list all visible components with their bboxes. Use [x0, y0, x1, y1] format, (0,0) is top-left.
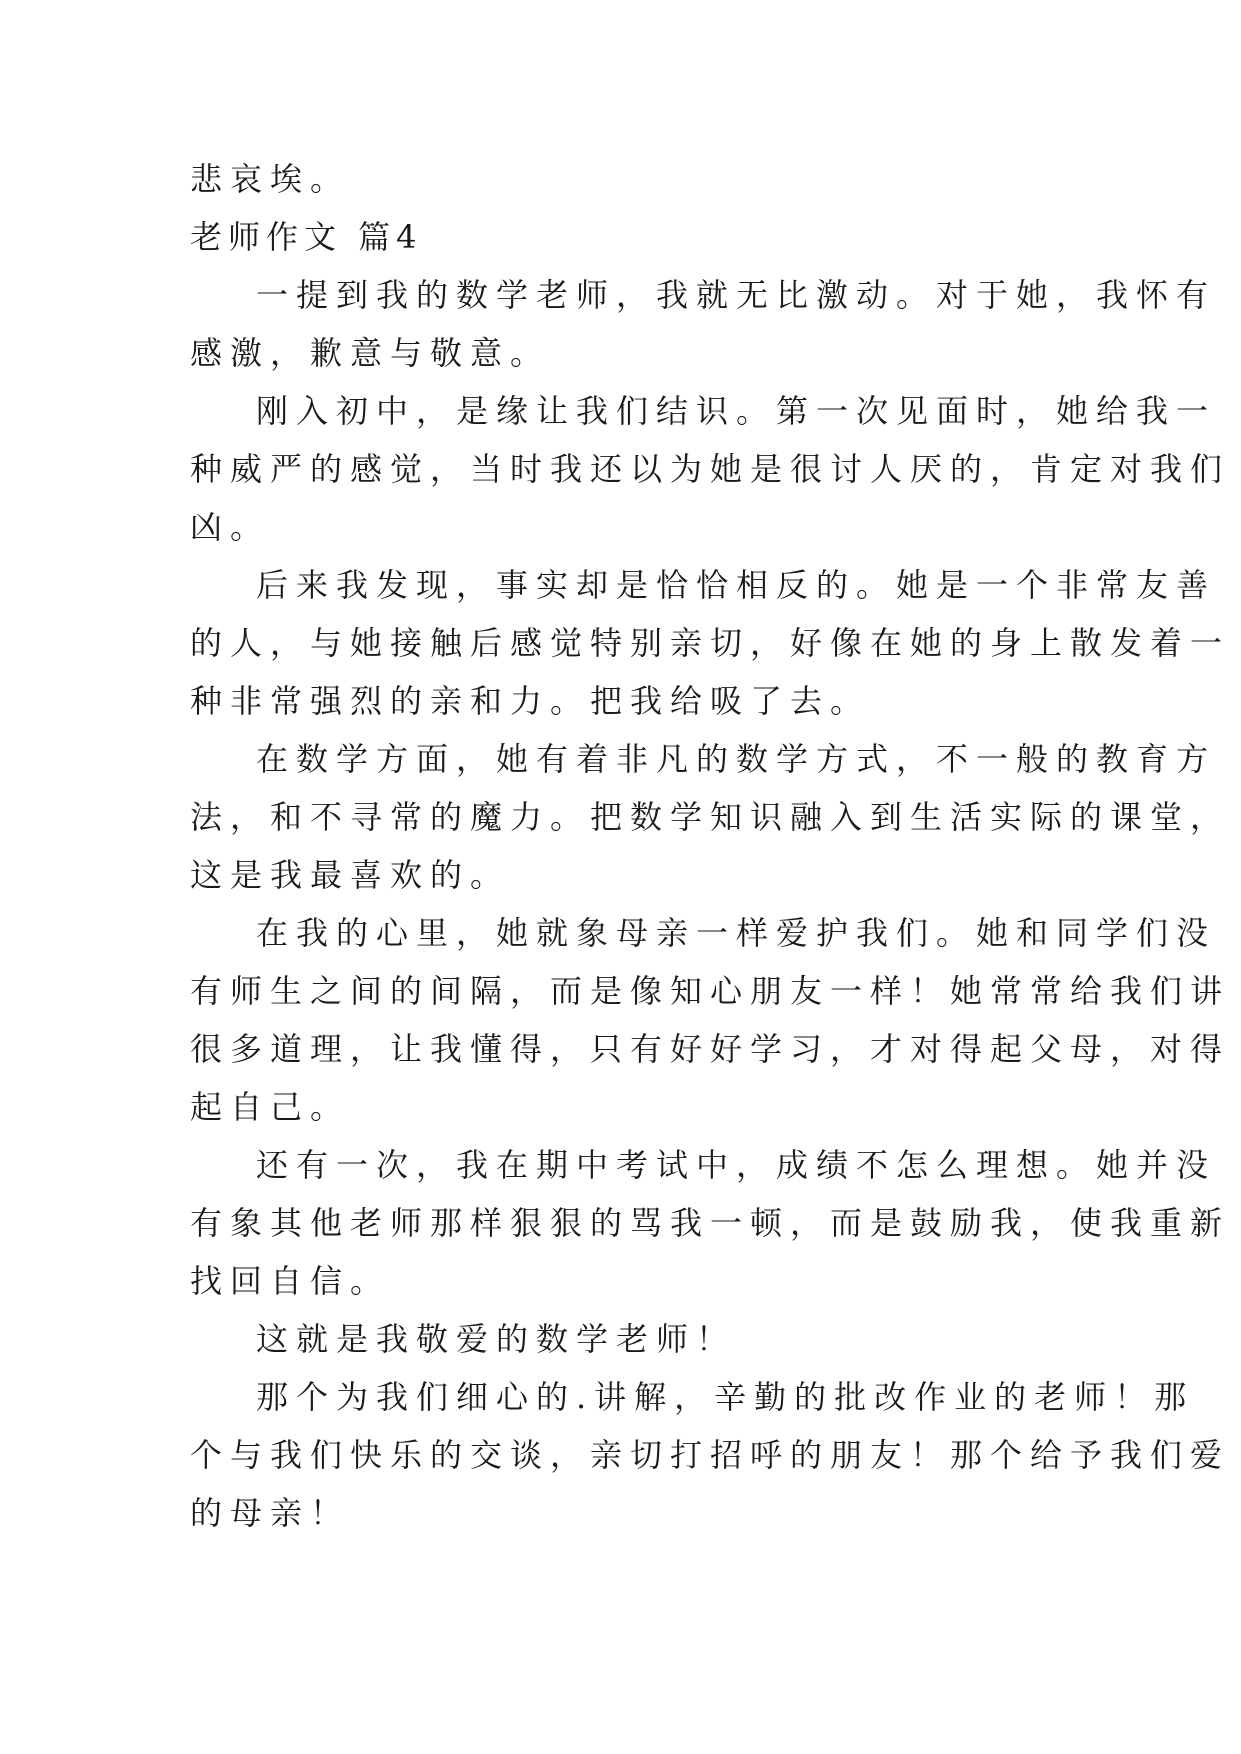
text-line: 这是我最喜欢的。 [190, 856, 511, 894]
text-line: 个与我们快乐的交谈，亲切打招呼的朋友！那个给予我们爱 [190, 1436, 1231, 1474]
text-line: 在我的心里，她就象母亲一样爱护我们。她和同学们没 [256, 914, 1217, 952]
document-body [190, 150, 1231, 1542]
text-line: 种非常强烈的亲和力。把我给吸了去。 [190, 682, 871, 720]
section-heading: 老师作文 篇4 [190, 218, 423, 256]
text-line: 找回自信。 [190, 1262, 391, 1300]
text-line: 法，和不寻常的魔力。把数学知识融入到生活实际的课堂， [190, 798, 1231, 836]
text-line: 有象其他老师那样狠狠的骂我一顿，而是鼓励我，使我重新 [190, 1204, 1231, 1242]
text-line: 这就是我敬爱的数学老师！ [256, 1320, 737, 1358]
text-line: 还有一次，我在期中考试中，成绩不怎么理想。她并没 [256, 1146, 1217, 1184]
text-line: 后来我发现，事实却是恰恰相反的。她是一个非常友善 [256, 566, 1217, 604]
text-line: 刚入初中，是缘让我们结识。第一次见面时，她给我一 [256, 392, 1217, 430]
text-line: 的母亲！ [190, 1494, 351, 1532]
text-line: 感激，歉意与敬意。 [190, 334, 551, 372]
text-line: 的人，与她接触后感觉特别亲切，好像在她的身上散发着一 [190, 624, 1231, 662]
text-line: 一提到我的数学老师，我就无比激动。对于她，我怀有 [256, 276, 1217, 314]
text-line: 凶。 [190, 508, 271, 546]
text-line: 那个为我们细心的.讲解，辛勤的批改作业的老师！那 [256, 1378, 1195, 1416]
text-line: 在数学方面，她有着非凡的数学方式，不一般的教育方 [256, 740, 1217, 778]
text-line: 种威严的感觉，当时我还以为她是很讨人厌的，肯定对我们 [190, 450, 1231, 488]
text-line: 很多道理，让我懂得，只有好好学习，才对得起父母，对得 [190, 1030, 1231, 1068]
text-line: 起自己。 [190, 1088, 351, 1126]
text-line: 有师生之间的间隔，而是像知心朋友一样！她常常给我们讲 [190, 972, 1231, 1010]
text-line: 悲哀埃。 [190, 160, 351, 198]
